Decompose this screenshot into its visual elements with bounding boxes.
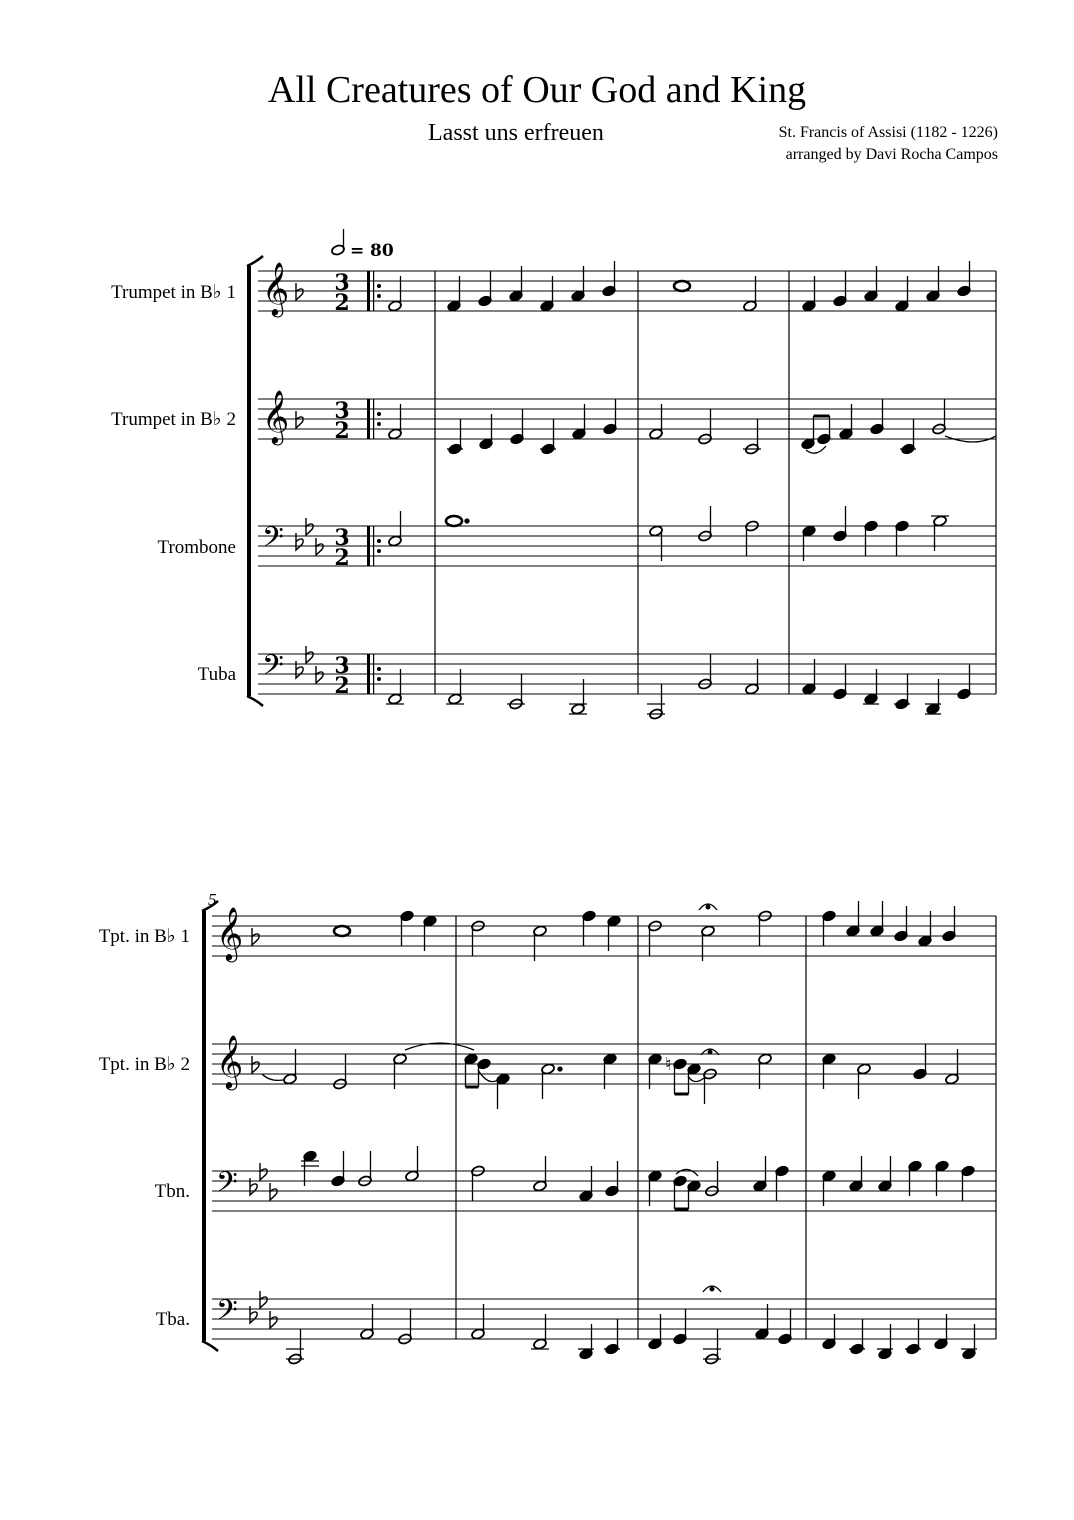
bass-clef-icon: 𝄢 [262, 649, 284, 689]
instrument-label: Trumpet in B♭ 1 [111, 282, 236, 303]
bass-clef-icon: 𝄢 [216, 1294, 238, 1334]
time-signature-upper: 3 [334, 525, 350, 551]
treble-clef-icon: 𝄞 [216, 1034, 244, 1088]
piece-title: All Creatures of Our God and King [267, 69, 807, 111]
key-signature [250, 1163, 277, 1328]
time-signature-upper: 3 [334, 398, 350, 424]
key-signature [296, 518, 323, 683]
time-signature-lower: 2 [334, 673, 350, 699]
arranger-line: arranged by Davi Rocha Campos [785, 146, 998, 163]
trombone-notes [388, 506, 949, 561]
barlines [435, 271, 996, 694]
barlines [456, 916, 996, 1339]
natural-icon: ♮ [665, 1054, 672, 1075]
svg-text:=: = [350, 241, 365, 261]
tempo-bpm: 80 [370, 241, 394, 261]
system-bracket [247, 256, 263, 706]
repeat-barline [367, 271, 381, 694]
system-bracket [202, 901, 218, 1351]
bass-clef-icon: 𝄢 [216, 1166, 238, 1206]
treble-clef-icon: 𝄞 [216, 906, 244, 960]
time-signature-lower: 2 [334, 418, 350, 444]
treble-clef-icon: 𝄞 [262, 389, 290, 443]
tempo-marking [331, 229, 394, 261]
trumpet-2-notes [262, 1043, 959, 1109]
instrument-label: Trombone [157, 537, 236, 558]
piece-subtitle: Lasst uns erfreuen [428, 120, 604, 146]
trumpet-1-notes [334, 901, 956, 961]
instrument-label: Tpt. in B♭ 2 [98, 1054, 190, 1075]
bass-clef-icon: 𝄢 [262, 521, 284, 561]
instrument-label: Tuba [197, 664, 236, 685]
treble-clef-icon: 𝄞 [262, 261, 290, 315]
staff-lines [212, 916, 996, 1339]
tuba-notes [286, 1286, 977, 1365]
instrument-label: Tba. [155, 1309, 190, 1330]
composer-line: St. Francis of Assisi (1182 - 1226) [778, 124, 998, 141]
staff-lines [258, 271, 996, 694]
trumpet-2-notes [388, 399, 996, 455]
time-signature-upper: 3 [334, 653, 350, 679]
system-2 [99, 890, 996, 1365]
measure-number: 5 [208, 890, 217, 909]
system-1 [111, 229, 996, 720]
instrument-label: Tpt. in B♭ 1 [98, 926, 190, 947]
instrument-label: Tbn. [154, 1181, 190, 1202]
time-signature-lower: 2 [334, 290, 350, 316]
time-signature-upper: 3 [334, 270, 350, 296]
instrument-label: Trumpet in B♭ 2 [111, 409, 236, 430]
time-signature-lower: 2 [334, 545, 350, 571]
trumpet-1-notes [388, 261, 972, 312]
